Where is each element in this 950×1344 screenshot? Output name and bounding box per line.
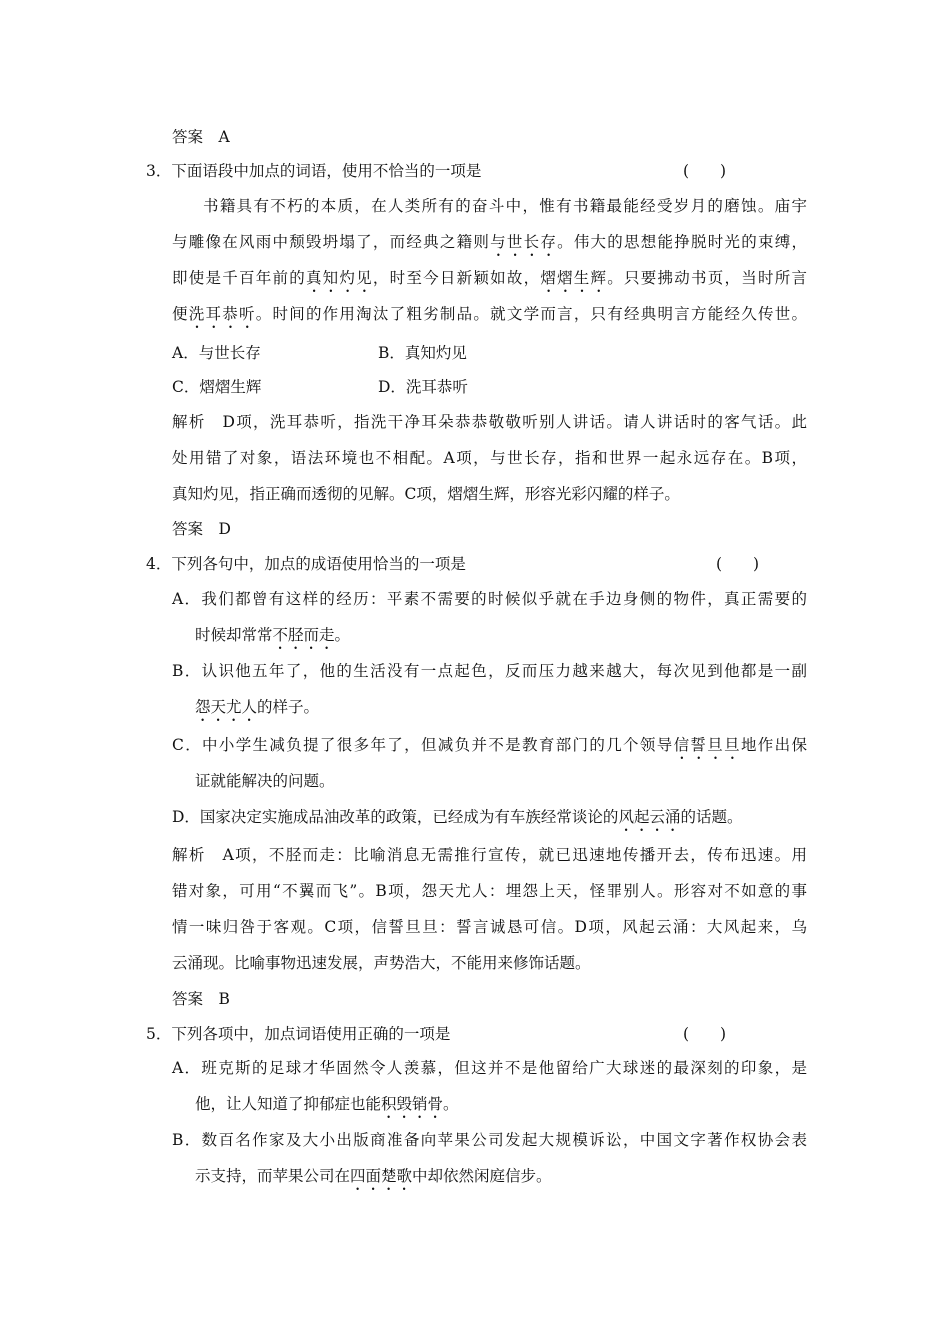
- q4-explanation-line-3: 情一味归咎于客观。C项，信誓旦旦：誓言诚恳可信。D项，风起云涌：大风起来，乌: [172, 918, 807, 936]
- dotted-term: 风起云涌: [618, 808, 681, 826]
- dotted-term: 怨天尤人: [195, 698, 258, 716]
- q3-answer: 答案 D: [172, 520, 231, 538]
- q5-option-b-line-1: B．数百名作家及大小出版商准备向苹果公司发起大规模诉讼，中国文字著作权协会表: [172, 1131, 807, 1149]
- q5-option-b-line-2: 示支持，而苹果公司在四面楚歌中却依然闲庭信步。: [195, 1167, 552, 1185]
- dotted-term: 洗耳恭听: [188, 305, 256, 323]
- q4-option-d: D．国家决定实施成品油改革的政策，已经成为有车族经常谈论的风起云涌的话题。: [172, 808, 743, 826]
- q5-option-a-line-1: A．班克斯的足球才华固然令人羡慕，但这并不是他留给广大球迷的最深刻的印象，是: [172, 1059, 807, 1077]
- dotted-term: 积毁销骨: [381, 1095, 444, 1113]
- q3-passage-line-1: 书籍具有不朽的本质，在人类所有的奋斗中，惟有书籍最能经受岁月的磨蚀。庙宇: [203, 197, 807, 215]
- dotted-term: 熠熠生辉: [540, 269, 608, 287]
- q4-explanation-line-2: 错对象，可用“不翼而飞”。B项，怨天尤人：埋怨上天，怪罪别人。形容对不如意的事: [172, 882, 807, 900]
- q4-option-b-line-1: B．认识他五年了，他的生活没有一点起色，反而压力越来越大，每次见到他都是一副: [172, 662, 807, 680]
- q4-option-c-line-2: 证就能解决的问题。: [195, 772, 335, 790]
- q4-answer: 答案 B: [172, 990, 230, 1008]
- q3-option-a: A．与世长存: [172, 344, 261, 362]
- dotted-term: 四面楚歌: [350, 1167, 413, 1185]
- q2-answer: 答案 A: [172, 128, 230, 146]
- q4-stem: 4．下列各句中，加点的成语使用恰当的一项是: [146, 555, 466, 573]
- q4-answer-blank: ( ): [716, 555, 760, 573]
- q3-explanation-line-3: 真知灼见，指正确而透彻的见解。C项，熠熠生辉，形容光彩闪耀的样子。: [172, 485, 680, 503]
- q5-stem: 5．下列各项中，加点词语使用正确的一项是: [146, 1025, 451, 1043]
- q3-option-c: C．熠熠生辉: [172, 378, 262, 396]
- q3-passage-line-2: 与雕像在风雨中颓毁坍塌了，而经典之籍则与世长存。伟大的思想能挣脱时光的束缚，: [172, 233, 807, 251]
- dotted-term: 真知灼见: [305, 269, 373, 287]
- q3-passage-line-4: 便洗耳恭听。时间的作用淘汰了粗劣制品。就文学而言，只有经典明言方能经久传世。: [172, 305, 807, 323]
- q4-option-b-line-2: 怨天尤人的样子。: [195, 698, 320, 716]
- q5-option-a-line-2: 他，让人知道了抑郁症也能积毁销骨。: [195, 1095, 459, 1113]
- q5-answer-blank: ( ): [683, 1025, 727, 1043]
- q4-explanation-line-4: 云涌现。比喻事物迅速发展，声势浩大，不能用来修饰话题。: [172, 954, 591, 972]
- q3-explanation-line-2: 处用错了对象，语法环境也不相配。A项，与世长存，指和世界一起永远存在。B项，: [172, 449, 807, 467]
- q3-passage-line-3: 即使是千百年前的真知灼见，时至今日新颖如故，熠熠生辉。只要拂动书页，当时所言: [172, 269, 807, 287]
- q4-option-c-line-1: C．中小学生减负提了很多年了，但减负并不是教育部门的几个领导信誓旦旦地作出保: [172, 736, 807, 754]
- dotted-term: 信誓旦旦: [673, 736, 741, 754]
- dotted-term: 与世长存: [490, 233, 558, 251]
- q3-answer-blank: ( ): [683, 162, 727, 180]
- q3-option-b: B．真知灼见: [378, 344, 467, 362]
- q3-option-d: D．洗耳恭听: [378, 378, 468, 396]
- dotted-term: 不胫而走: [272, 626, 335, 644]
- q4-option-a-line-1: A．我们都曾有这样的经历：平素不需要的时候似乎就在手边身侧的物件，真正需要的: [172, 590, 807, 608]
- q4-explanation-line-1: 解析 A项，不胫而走：比喻消息无需推行宣传，就已迅速地传播开去，传布迅速。用: [172, 846, 807, 864]
- q3-stem: 3．下面语段中加点的词语，使用不恰当的一项是: [146, 162, 482, 180]
- q4-option-a-line-2: 时候却常常不胫而走。: [195, 626, 351, 644]
- q3-explanation-line-1: 解析 D项，洗耳恭听，指洗干净耳朵恭恭敬敬听别人讲话。请人讲话时的客气话。此: [172, 413, 807, 431]
